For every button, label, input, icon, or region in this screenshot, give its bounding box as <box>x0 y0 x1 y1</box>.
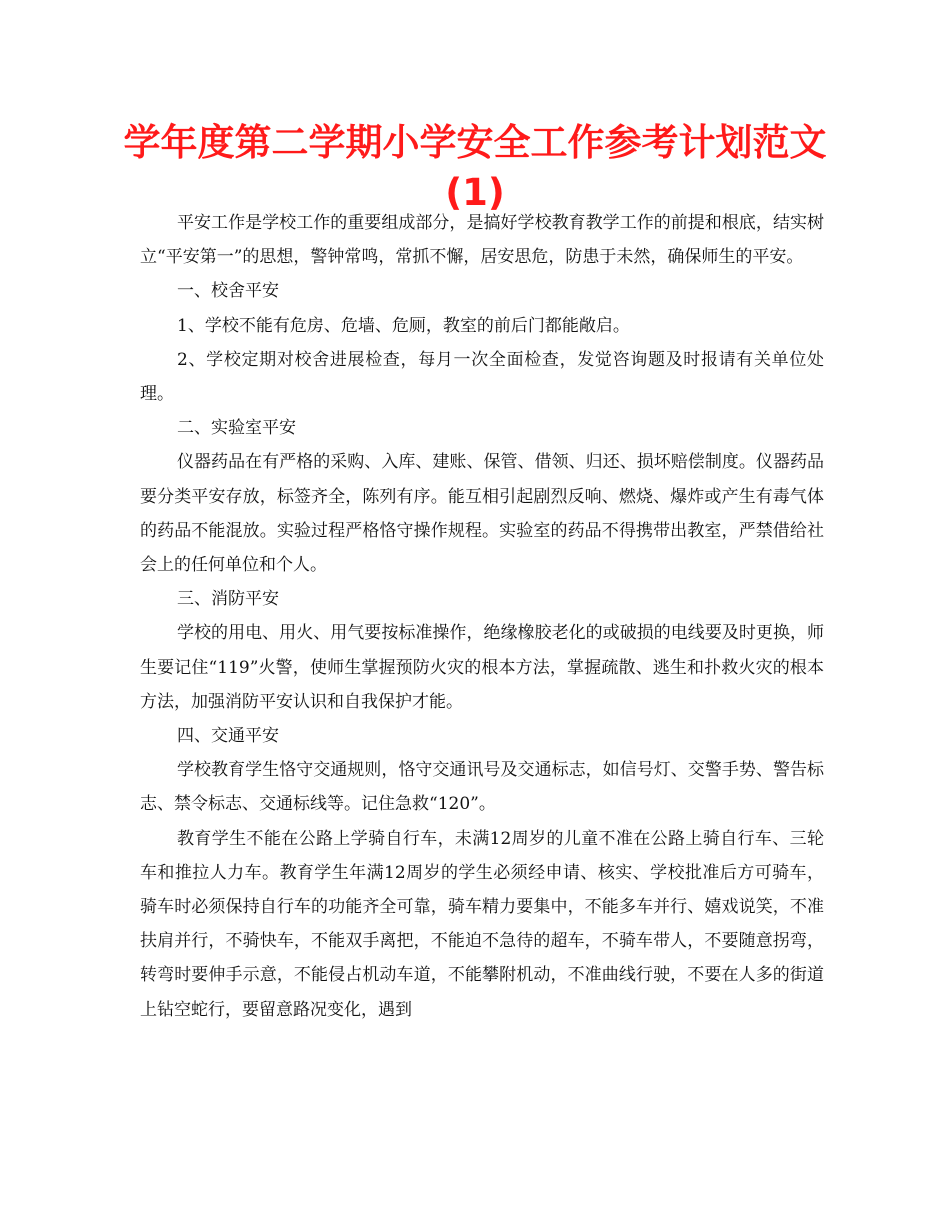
paragraph: 2、学校定期对校舍进展检查，每月一次全面检查，发觉咨询题及时报请有关单位处理。 <box>140 349 824 405</box>
paragraph: 教育学生不能在公路上学骑自行车，未满12周岁的儿童不准在公路上骑自行车、三轮车和推拉人力车。教育学生年满12周岁的学生必须经申请、核实、学校批准后方可骑车，骑车时必须保持自行车的功能齐全可靠，骑车精力要集中，不能多车并行、嬉戏说笑，不准扶肩并行，不骑快车，不能双手离把，不能迫不急待的超车，不骑车带人，不要随意拐弯，转弯时要伸手示意，不能侵占机动车道，不能攀附机动，不准曲线行驶，不要在人多的街道上钻空蛇行，要留意路况变化，遇到 <box>140 828 824 1020</box>
section-heading: 三、消防平安 <box>177 589 279 610</box>
section-heading: 一、校舍平安 <box>177 281 279 302</box>
paragraph: 学校教育学生恪守交通规则，恪守交通讯号及交通标志，如信号灯、交警手势、警告标志、禁令标志、交通标线等。记住急救“120”。 <box>140 760 824 815</box>
paragraph: 学校的用电、用火、用气要按标准操作，绝缘橡胶老化的或破损的电线要及时更换，师生要记住“119”火警，使师生掌握预防火灾的根本方法，掌握疏散、逃生和扑救火灾的根本方法，加强消防平安认识和自我保护才能。 <box>140 623 824 712</box>
paragraph: 仪器药品在有严格的采购、入库、建账、保管、借领、归还、损坏赔偿制度。仪器药品要分类平安存放，标签齐全，陈列有序。能互相引起剧烈反响、燃烧、爆炸或产生有毒气体的药品不能混放。实验过程严格恪守操作规程。实验室的药品不得携带出教室，严禁借给社会上的任何单位和个人。 <box>140 452 824 576</box>
paragraph: 1、学校不能有危房、危墙、危厕，教室的前后门都能敞启。 <box>177 315 630 336</box>
section-heading: 四、交通平安 <box>177 726 279 747</box>
document-body <box>140 206 824 1027</box>
document-title: 学年度第二学期小学安全工作参考计划范文(1) <box>123 121 827 214</box>
section-heading: 二、实验室平安 <box>177 418 296 439</box>
paragraph: 平安工作是学校工作的重要组成部分，是搞好学校教育教学工作的前提和根底，结实树立“平安第一”的思想，警钟常鸣，常抓不懈，居安思危，防患于未然，确保师生的平安。 <box>140 213 824 268</box>
